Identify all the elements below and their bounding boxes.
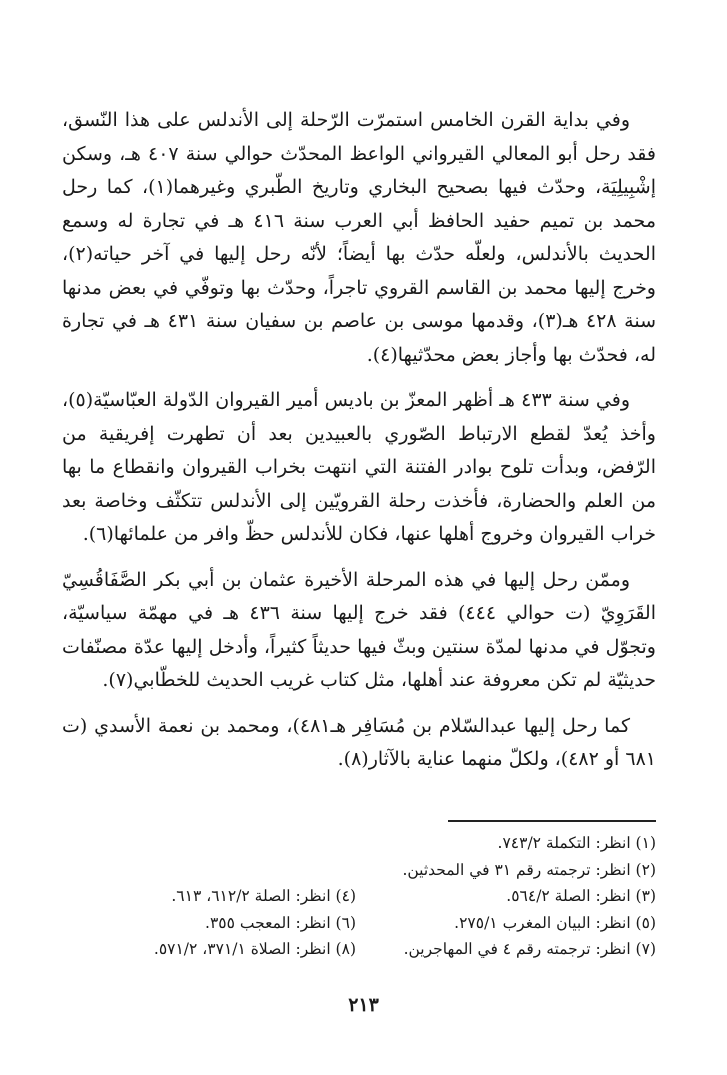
footnote-row [62,830,656,857]
footnote-1: (١) انظر: التكملة ٧٤٣/٢. [497,834,656,852]
footnote-row [62,910,656,937]
paragraph-4: كما رحل إليها عبدالسّلام بن مُسَافِر هـ٤٨١)، ومحمد بن نعمة الأسدي (ت ٦٨١ أو ٤٨٢)، ولكلّ منهما عناية بالآثار(٨). [62,714,656,770]
footnote-7: (٧) انظر: ترجمته رقم ٤ في المهاجرين. [403,940,656,958]
main-text [62,104,656,789]
footnotes [62,830,656,963]
paragraph-2: وفي سنة ٤٣٣ هـ أظهر المعزّ بن باديس أمير القيروان الدّولة العبّاسيّة(٥)، وأخذ يُعدّ لقطع الارتباط الصّوري بالعبيدين بعد أن تطهرت إفريقية من الرّفض، وبدأت تلوح بوادر الفتنة التي انتهت بخراب القيروان وانقطاع ما بها من العلم والحضارة، فأخذت رحلة القرويّين إلى الأندلس تتكثّف وخاصة بعد خراب القيروان وخروج أهلها عنها، فكان للأندلس حظّ وافر من علمائها(٦). [62,389,656,545]
paragraph-1: وفي بداية القرن الخامس استمرّت الرّحلة إلى الأندلس على هذا النّسق، فقد رحل أبو المعالي القيرواني الواعظ المحدّث حوالي سنة ٤٠٧ هـ، وسكن إشْبِيلِيَة، وحدّث فيها بصحيح البخاري وتاريخ الطّبري وغيرهما(١)، كما رحل محمد بن تميم حفيد الحافظ أبي العرب سنة ٤١٦ هـ في تجارة له وسمع الحديث بالأندلس، ولعلّه حدّث بها أيضاً؛ لأنّه رحل إليها في آخر حياته(٢)، وخرج إليها محمد بن القاسم القروي تاجراً، وحدّث بها وتوفّي في بعض مدنها سنة ٤٢٨ هـ(٣)، وقدمها موسى بن عاصم بن سفيان سنة ٤٣١ هـ في تجارة له، فحدّث بها وأجاز بعض محدّثيها(٤). [62,109,656,366]
footnote-row [62,883,656,910]
paragraph-3: وممّن رحل إليها في هذه المرحلة الأخيرة عثمان بن أبي بكر الصَّفَاقُسِيّ القَرَوِيّ (ت حوالي ٤٤٤) فقد خرج إليها سنة ٤٣٦ هـ في مهمّة سياسيّة، وتجوّل في مدنها لمدّة سنتين وبثّ فيها حديثاً كثيراً، وأدخل إليها عدّة مصنّفات حديثيّة لم تكن معروفة عند أهلها، مثل كتاب غريب الحديث للخطّابي(٧). [62,568,656,691]
footnote-row [62,857,656,884]
footnote-5: (٥) انظر: البيان المغرب ٢٧٥/١. [454,913,656,932]
footnote-6: (٦) انظر: المعجب ٣٥٥. [205,913,356,932]
footnote-2: (٢) انظر: ترجمته رقم ٣١ في المحدثين. [402,860,656,879]
footnote-8: (٨) انظر: الصلاة ٣٧١/١، ٥٧١/٢. [153,940,356,958]
footnote-row [62,936,656,963]
footnote-3: (٣) انظر: الصلة ٥٦٤/٢. [506,887,656,905]
footnote-4: (٤) انظر: الصلة ٦١٢/٢، ٦١٣. [171,887,356,905]
page-number: ٢١٣ [348,994,379,1016]
footnote-separator [448,820,656,822]
